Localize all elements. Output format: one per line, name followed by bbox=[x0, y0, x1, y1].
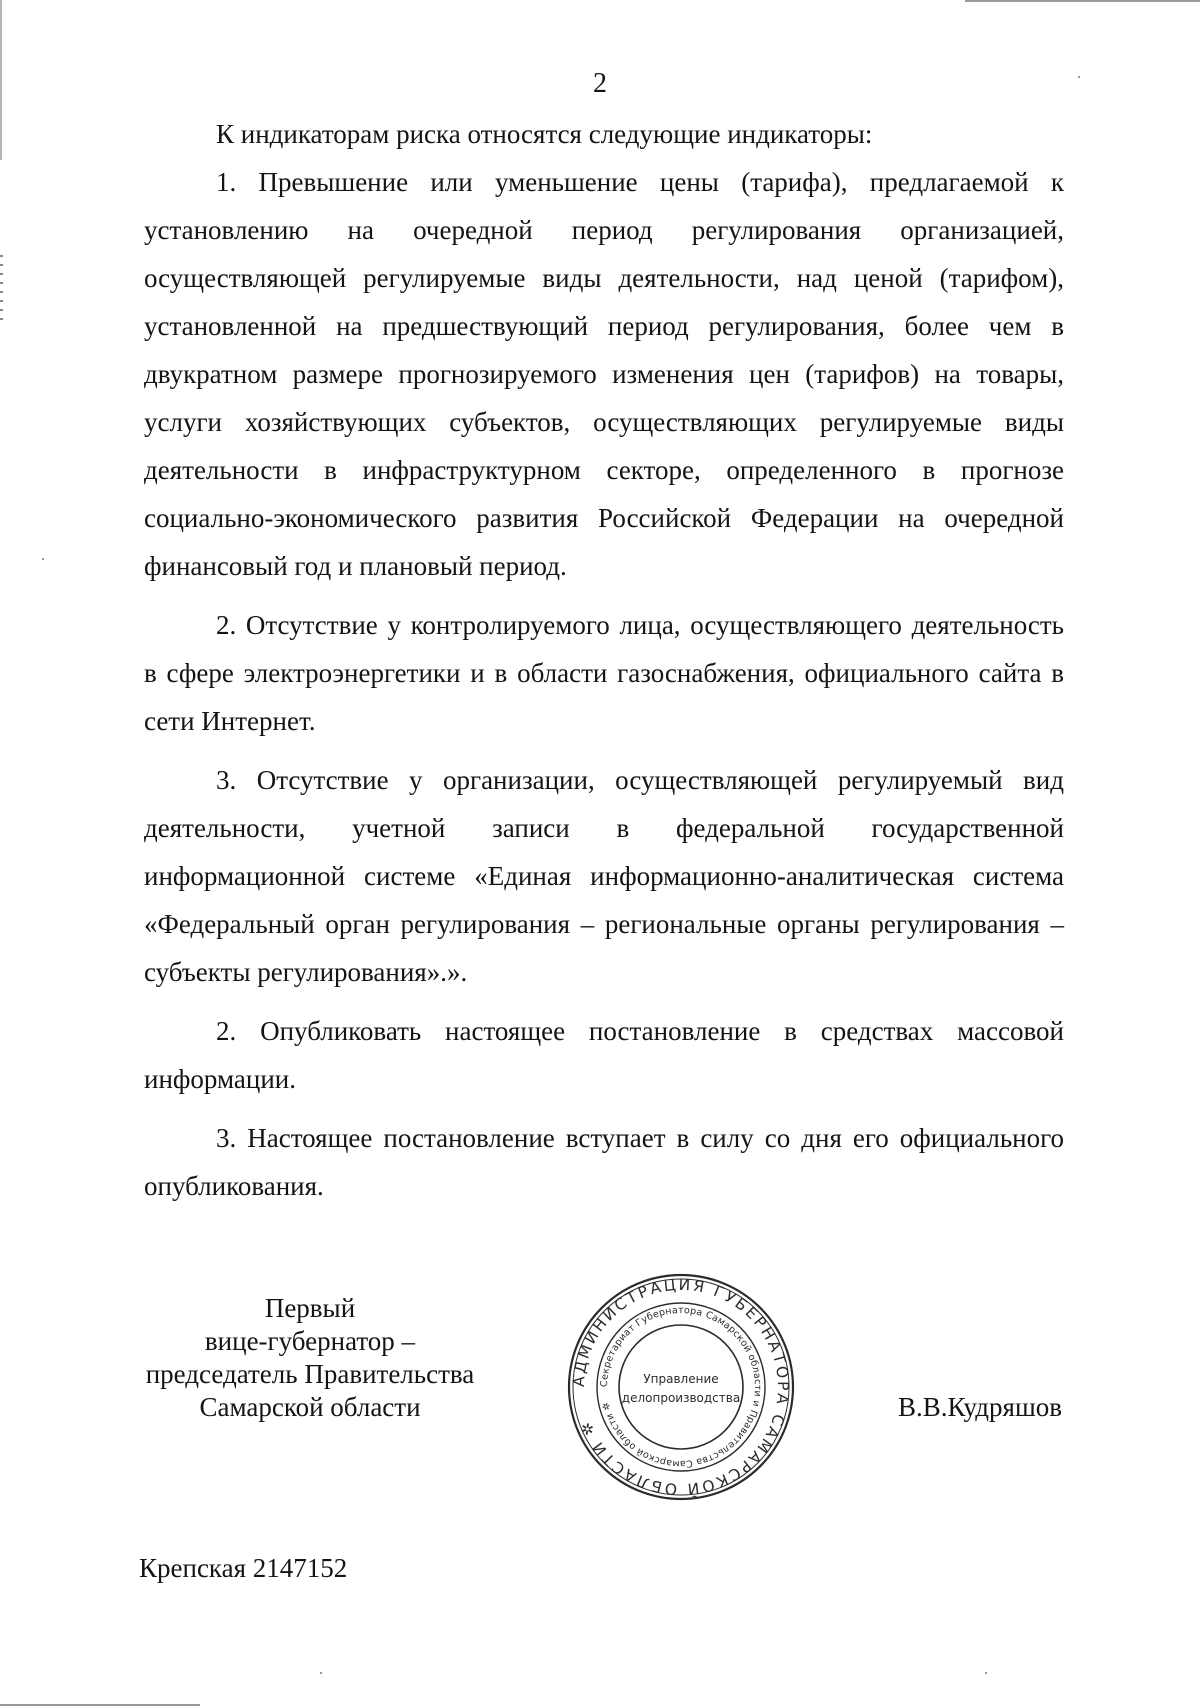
signatory-name: В.В.Кудряшов bbox=[898, 1392, 1062, 1422]
body-paragraph: 2. Опубликовать настоящее постановление в средствах массовой информации. bbox=[144, 1016, 1064, 1094]
body-paragraph: 3. Настоящее постановление вступает в силу со дня его официального опубликования. bbox=[144, 1123, 1064, 1201]
scan-edge-top bbox=[965, 0, 1200, 2]
seal-inner-text: Секретариат Губернатора Самарской области и Правительства Самарской области ✲ bbox=[598, 1304, 764, 1470]
signatory-position-line: Первый bbox=[264, 1293, 356, 1323]
scan-speck bbox=[320, 1672, 322, 1674]
scan-speck bbox=[42, 558, 44, 560]
seal-center-line-1: Управление bbox=[643, 1372, 719, 1386]
seal-center-line-2: делопроизводства bbox=[621, 1391, 741, 1405]
body-paragraph: 3. Отсутствие у организации, осуществляющей регулируемый вид деятельности, учетной записи в федеральной государственной информационной системе «Единая информационно-аналитическая система «Федеральный орган регулирования – региональные органы регулирования – субъекты регулирования».». bbox=[144, 765, 1064, 987]
scan-edge-bottom bbox=[0, 1704, 200, 1706]
scan-speck bbox=[985, 1672, 987, 1674]
scan-margin-marks bbox=[0, 255, 3, 325]
seal-outer-text: АДМИНИСТРАЦИЯ ГУБЕРНАТОРА САМАРСКОЙ ОБЛАСТИ ✲ bbox=[569, 1275, 792, 1499]
document-body bbox=[144, 110, 1064, 1210]
body-paragraph: К индикаторам риска относятся следующие индикаторы: bbox=[216, 119, 873, 149]
body-paragraph: 1. Превышение или уменьшение цены (тарифа), предлагаемой к установлению на очередной период регулирования организацией, осуществляющей регулируемые виды деятельности, над ценой (тарифом), установленной на предшествующий период регулирования, более чем в двукратном размере прогнозируемого изменения цен (тарифов) на товары, услуги хозяйствующих субъектов, осуществляющих регулируемые виды деятельности в инфраструктурном секторе, определенного в прогнозе социально-экономического развития Российской Федерации на очередной финансовый год и плановый период. bbox=[144, 167, 1064, 581]
signatory-position-line: Самарской области bbox=[199, 1392, 421, 1422]
body-paragraph: 2. Отсутствие у контролируемого лица, осуществляющего деятельность в сфере электроэнергетики и в области газоснабжения, официального сайта в сети Интернет. bbox=[144, 610, 1064, 736]
executor-contact: Крепская 2147152 bbox=[139, 1553, 348, 1583]
page-number: 2 bbox=[593, 68, 607, 99]
signatory-position bbox=[130, 1292, 490, 1424]
signatory-position-line: председатель Правительства bbox=[145, 1359, 475, 1389]
official-seal bbox=[566, 1272, 796, 1502]
signatory-position-line: вице-губернатор – bbox=[204, 1326, 416, 1356]
